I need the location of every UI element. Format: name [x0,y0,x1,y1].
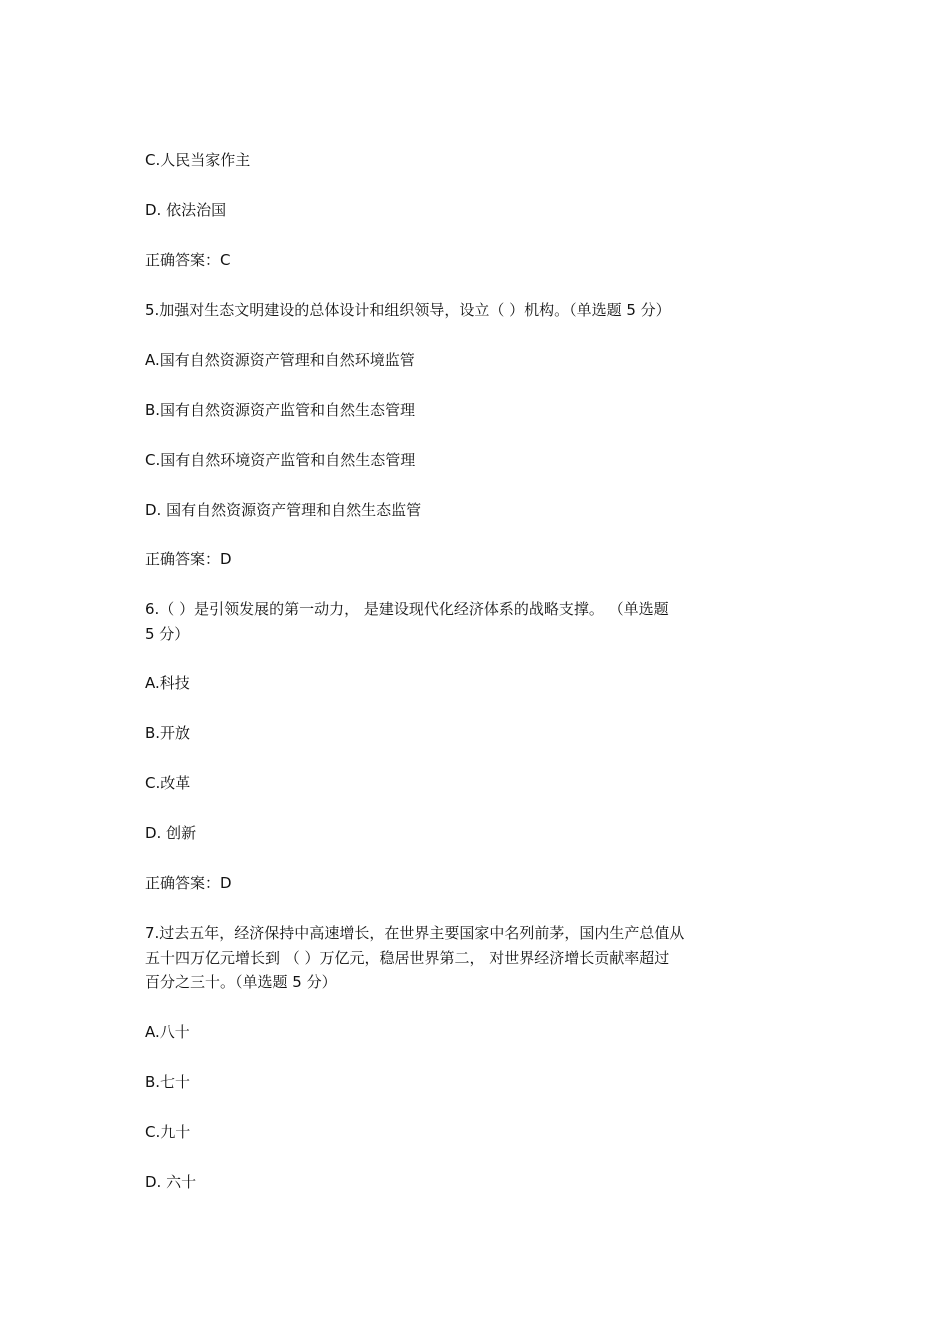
option-b-q6: B.开放 [145,724,191,742]
question-6-line-1: 6.（ ）是引领发展的第一动力， 是建设现代化经济体系的战略支撑。 （单选题 [145,600,669,618]
option-c-q4: C.人民当家作主 [145,151,251,169]
question-7-line-2: 五十四万亿元增长到 （ ）万亿元，稳居世界第二， 对世界经济增长贡献率超过 [145,949,670,967]
option-c-q7: C.九十 [145,1123,191,1141]
option-c-q5: C.国有自然环境资产监管和自然生态管理 [145,451,416,469]
option-a-q7: A.八十 [145,1023,190,1041]
option-c-q6: C.改革 [145,774,191,792]
answer-q6: 正确答案：D [145,874,232,892]
option-d-q5: D. 国有自然资源资产管理和自然生态监管 [145,501,422,519]
question-5: 5.加强对生态文明建设的总体设计和组织领导，设立（ ）机构。（单选题 5 分） [145,301,671,319]
question-6-line-2: 5 分） [145,625,190,643]
answer-q5: 正确答案：D [145,550,232,568]
question-7-line-1: 7.过去五年，经济保持中高速增长，在世界主要国家中名列前茅，国内生产总值从 [145,924,685,942]
option-a-q5: A.国有自然资源资产管理和自然环境监管 [145,351,415,369]
option-b-q7: B.七十 [145,1073,191,1091]
option-a-q6: A.科技 [145,674,190,692]
option-b-q5: B.国有自然资源资产监管和自然生态管理 [145,401,416,419]
answer-q4: 正确答案：C [145,251,231,269]
option-d-q7: D. 六十 [145,1173,197,1191]
option-d-q6: D. 创新 [145,824,197,842]
option-d-q4: D. 依法治国 [145,201,227,219]
question-7-line-3: 百分之三十。（单选题 5 分） [145,973,337,991]
